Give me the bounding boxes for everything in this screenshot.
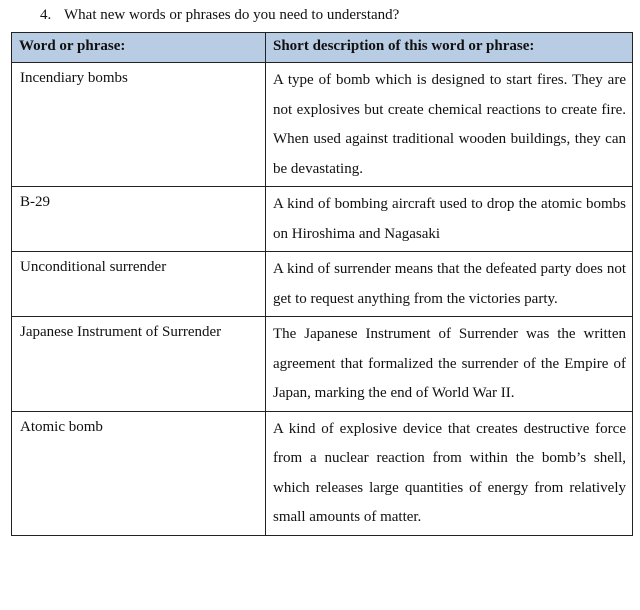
header-description: Short description of this word or phrase: <box>266 33 633 63</box>
table-row <box>12 187 633 252</box>
question-number: 4. <box>40 7 52 23</box>
term-cell: Unconditional surrender <box>12 252 266 317</box>
table-row <box>12 317 633 412</box>
term-cell: Incendiary bombs <box>12 63 266 187</box>
question-text: What new words or phrases do you need to understand? <box>64 7 400 23</box>
vocabulary-table <box>11 32 633 536</box>
header-term: Word or phrase: <box>12 33 266 63</box>
table-row <box>12 411 633 535</box>
term-cell: B-29 <box>12 187 266 252</box>
description-cell: The Japanese Instrument of Surrender was the written agreement that formalized the surrender of the Empire of Japan, marking the end of World War II. <box>266 317 633 412</box>
question-line <box>40 5 399 25</box>
term-cell: Atomic bomb <box>12 411 266 535</box>
table-header-row <box>12 33 633 63</box>
table-row <box>12 252 633 317</box>
description-cell: A type of bomb which is designed to start fires. They are not explosives but create chemical reactions to create fire. When used against traditional wooden buildings, they can be devastating. <box>266 63 633 187</box>
description-cell: A kind of explosive device that creates destructive force from a nuclear reaction from within the bomb’s shell, which releases large quantities of energy from relatively small amounts of matter. <box>266 411 633 535</box>
term-cell: Japanese Instrument of Surrender <box>12 317 266 412</box>
table-row <box>12 63 633 187</box>
description-cell: A kind of bombing aircraft used to drop the atomic bombs on Hiroshima and Nagasaki <box>266 187 633 252</box>
description-cell: A kind of surrender means that the defeated party does not get to request anything from the victories party. <box>266 252 633 317</box>
